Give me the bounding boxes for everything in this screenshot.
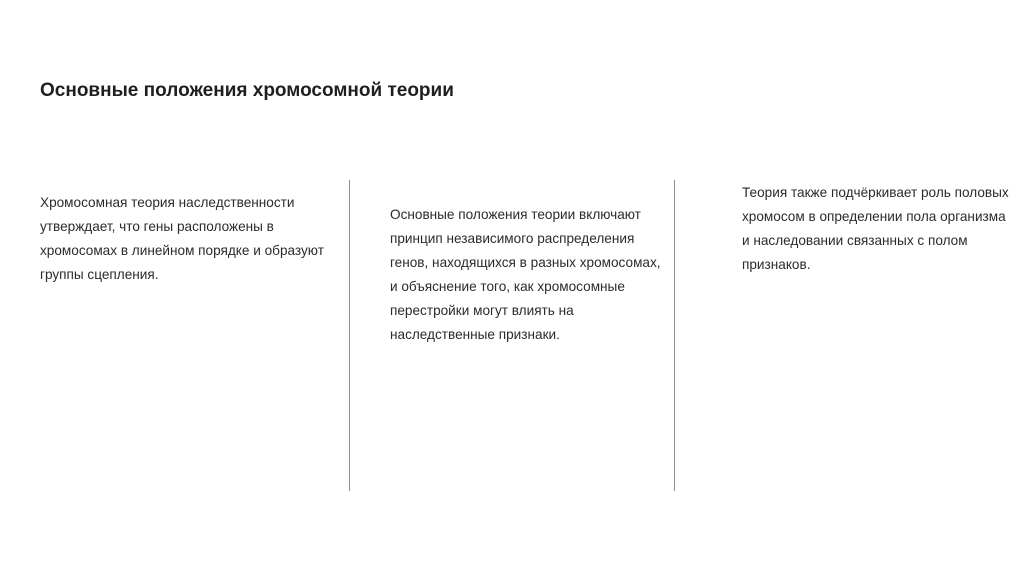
column-divider-1	[349, 180, 350, 491]
column-text-2: Основные положения теории включают принцип независимого распределения генов, находящихся в разных хромосомах, и объяснение того, как хромосомные перестройки могут влиять на наследственные признаки.	[390, 207, 661, 342]
slide-title: Основные положения хромосомной теории	[40, 80, 454, 101]
column-text-3: Теория также подчёркивает роль половых хромосом в определении пола организма и наследовании связанных с полом признаков.	[742, 185, 1009, 272]
column-text-1: Хромосомная теория наследственности утверждает, что гены расположены в хромосомах в линейном порядке и образуют группы сцепления.	[40, 195, 324, 282]
column-divider-2	[674, 180, 675, 491]
